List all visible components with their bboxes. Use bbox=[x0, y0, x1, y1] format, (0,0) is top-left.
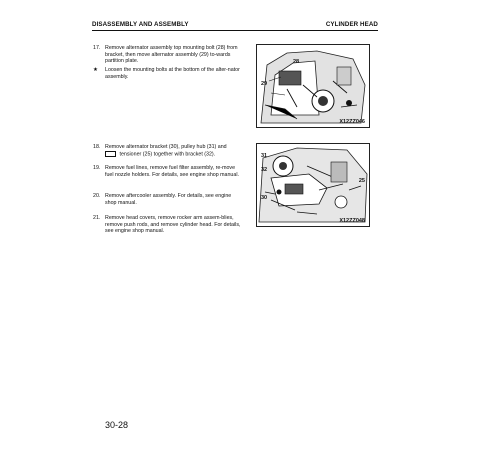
star-icon: ★ bbox=[93, 67, 98, 73]
step-text: Remove head covers, remove rocker arm assem-blies, remove push rods, and remove cylinder head. For details, see engine shop manual. bbox=[105, 215, 241, 235]
topic-title: CYLINDER HEAD bbox=[325, 21, 378, 28]
step-number: 20. bbox=[93, 193, 101, 199]
step-text: Remove alternator bracket (30), pulley hub (31) and bbox=[105, 144, 227, 150]
note-text: Loosen the mounting bolts at the bottom of the alter-nator assembly. bbox=[105, 67, 240, 80]
section-title: DISASSEMBLY AND ASSEMBLY bbox=[92, 21, 189, 28]
tool-symbol-icon bbox=[105, 151, 116, 157]
figure-alternator bbox=[256, 44, 370, 128]
callout-30: 30 bbox=[261, 195, 268, 201]
step-text: Remove fuel lines, remove fuel filter assembly, re-move fuel nozzle holders. For details, see engine shop manual. bbox=[105, 165, 239, 178]
alternator-illustration bbox=[257, 45, 369, 127]
callout-31: 31 bbox=[261, 153, 268, 159]
step-18 bbox=[93, 144, 241, 158]
step-text: Remove aftercooler assembly. For details, see engine shop manual. bbox=[105, 193, 232, 206]
figure-code: X12ZZ048 bbox=[339, 218, 365, 224]
callout-32: 32 bbox=[261, 167, 268, 173]
step-text: Remove alternator assembly top mounting bolt (28) from bracket, then move alternator assembly (29) to-wards partition plate. bbox=[105, 45, 238, 65]
note bbox=[93, 67, 243, 80]
callout-29: 29 bbox=[261, 81, 268, 87]
step-text-continued: tensioner (25) together with bracket (32). bbox=[119, 151, 216, 157]
step-number: 19. bbox=[93, 165, 101, 171]
step-number: 18. bbox=[93, 144, 101, 150]
callout-25: 25 bbox=[358, 178, 365, 184]
tensioner-illustration bbox=[257, 144, 369, 226]
step-number: 21. bbox=[93, 215, 101, 221]
page-number: 30-28 bbox=[105, 420, 129, 430]
step-20 bbox=[93, 193, 241, 206]
step-17 bbox=[93, 45, 241, 65]
step-number: 17. bbox=[93, 45, 101, 51]
step-19 bbox=[93, 165, 241, 178]
header-rule bbox=[92, 30, 378, 31]
step-21 bbox=[93, 215, 241, 235]
callout-28: 28 bbox=[293, 59, 300, 65]
figure-code: X12ZZ046 bbox=[339, 119, 365, 125]
figure-tensioner bbox=[256, 143, 370, 227]
